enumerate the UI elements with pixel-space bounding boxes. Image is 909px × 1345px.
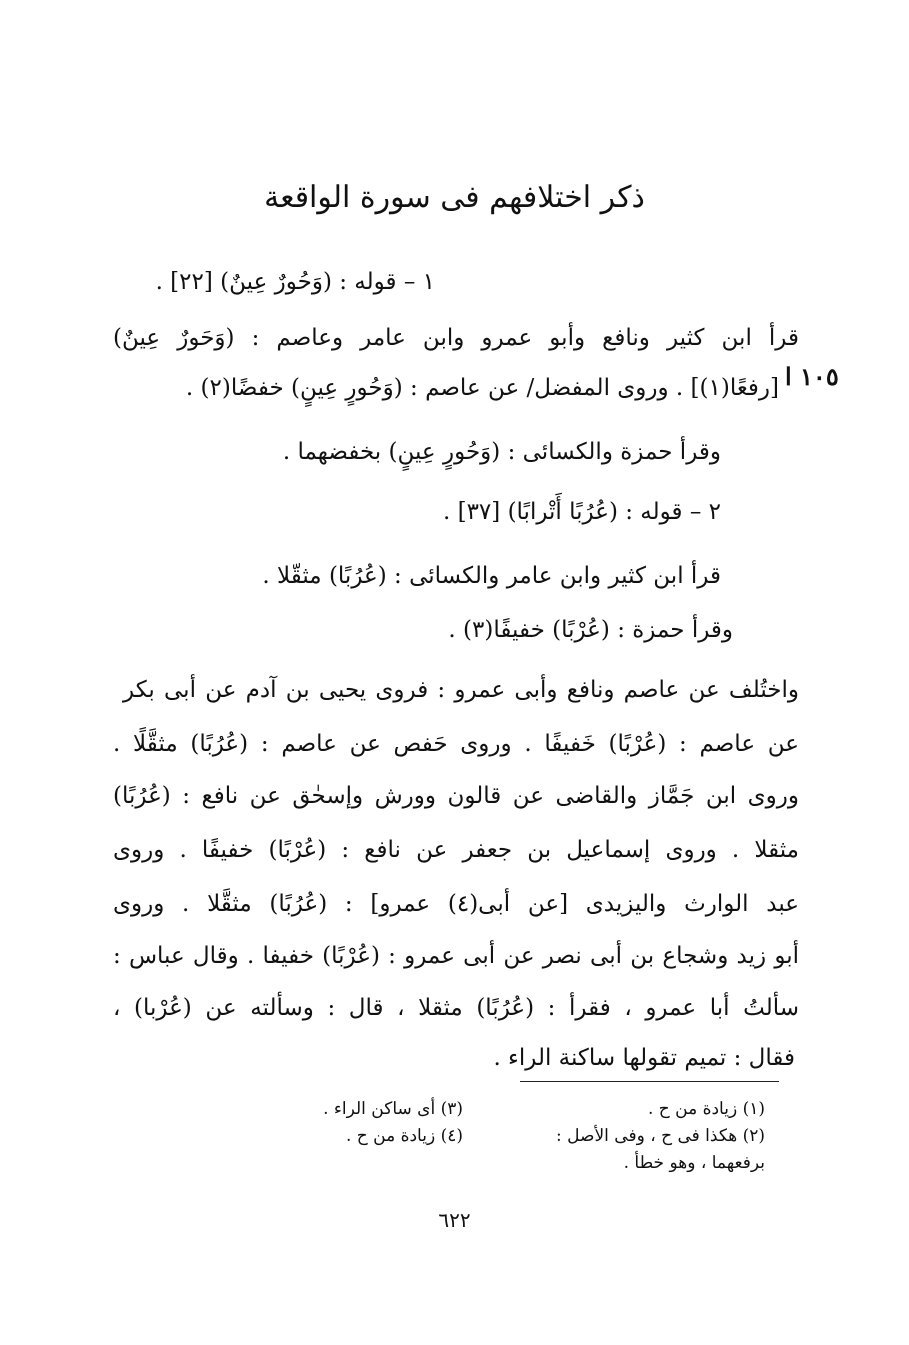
footnote-2-continuation: برفعهما ، وهو خطأ . [623,1153,765,1173]
text-line-6: قرأ ابن كثير وابن عامر والكسائى : (عُرُبًا) مثقّلا . [262,563,721,589]
text-line-5: ٢ – قوله : (عُرُبًا أَتْرابًا) [٣٧] . [442,499,721,525]
page-number: ٦٢٢ [438,1208,471,1232]
footnote-1: (١) زيادة من ح . [647,1099,765,1119]
text-line-12: عبد الوارث واليزيدى [عن أبى(٤) عمرو] : (عُرُبًا) مثقَّلا . وروى [113,891,799,917]
margin-folio-number: ١٠٥ ا [785,362,839,391]
text-line-10: وروى ابن جَمَّاز والقاضى عن قالون وورش وإسحٰق عن نافع : (عُرُبًا) [113,783,799,809]
footnote-separator [520,1081,779,1082]
text-line-14: سألتُ أبا عمرو ، فقرأ : (عُرُبًا) مثقلا ، قال : وسألته عن (عُرْبا) ، [113,995,799,1021]
text-line-11: مثقلا . وروى إسماعيل بن جعفر عن نافع : (عُرْبًا) خفيفًا . وروى [113,837,799,863]
text-line-13: أبو زيد وشجاع بن أبى نصر عن أبى عمرو : (عُرْبًا) خفيفا . وقال عباس : [113,943,799,969]
text-line-3: [رفعًا(١)] . وروى المفضل/ عن عاصم : (وَحُورٍ عِينٍ) خفضًا(٢) . [185,375,779,401]
footnote-3: (٣) أى ساكن الراء . [323,1099,463,1119]
text-line-2: قرأ ابن كثير ونافع وأبو عمرو وابن عامر وعاصم : (وَحَورٌ عِينٌ) [113,325,799,351]
text-line-8: واختُلف عن عاصم ونافع وأبى عمرو : فروى يحيى بن آدم عن أبى بكر [123,677,799,703]
footnote-2: (٢) هكذا فى ح ، وفى الأصل : [556,1126,765,1146]
chapter-title: ذكر اختلافهم فى سورة الواقعة [264,180,645,215]
footnote-4: (٤) زيادة من ح . [345,1126,463,1146]
text-line-15: فقال : تميم تقولها ساكنة الراء . [493,1045,795,1071]
text-line-4: وقرأ حمزة والكسائى : (وَحُورٍ عِينٍ) بخفضهما . [282,439,721,465]
text-line-1: ١ – قوله : (وَحُورٌ عِينٌ) [٢٢] . [155,269,435,295]
text-line-7: وقرأ حمزة : (عُرْبًا) خفيفًا(٣) . [448,617,733,643]
text-line-9: عن عاصم : (عُرْبًا) خَفيفًا . وروى حَفص عن عاصم : (عُرُبًا) مثقَّلًا . [113,731,799,757]
